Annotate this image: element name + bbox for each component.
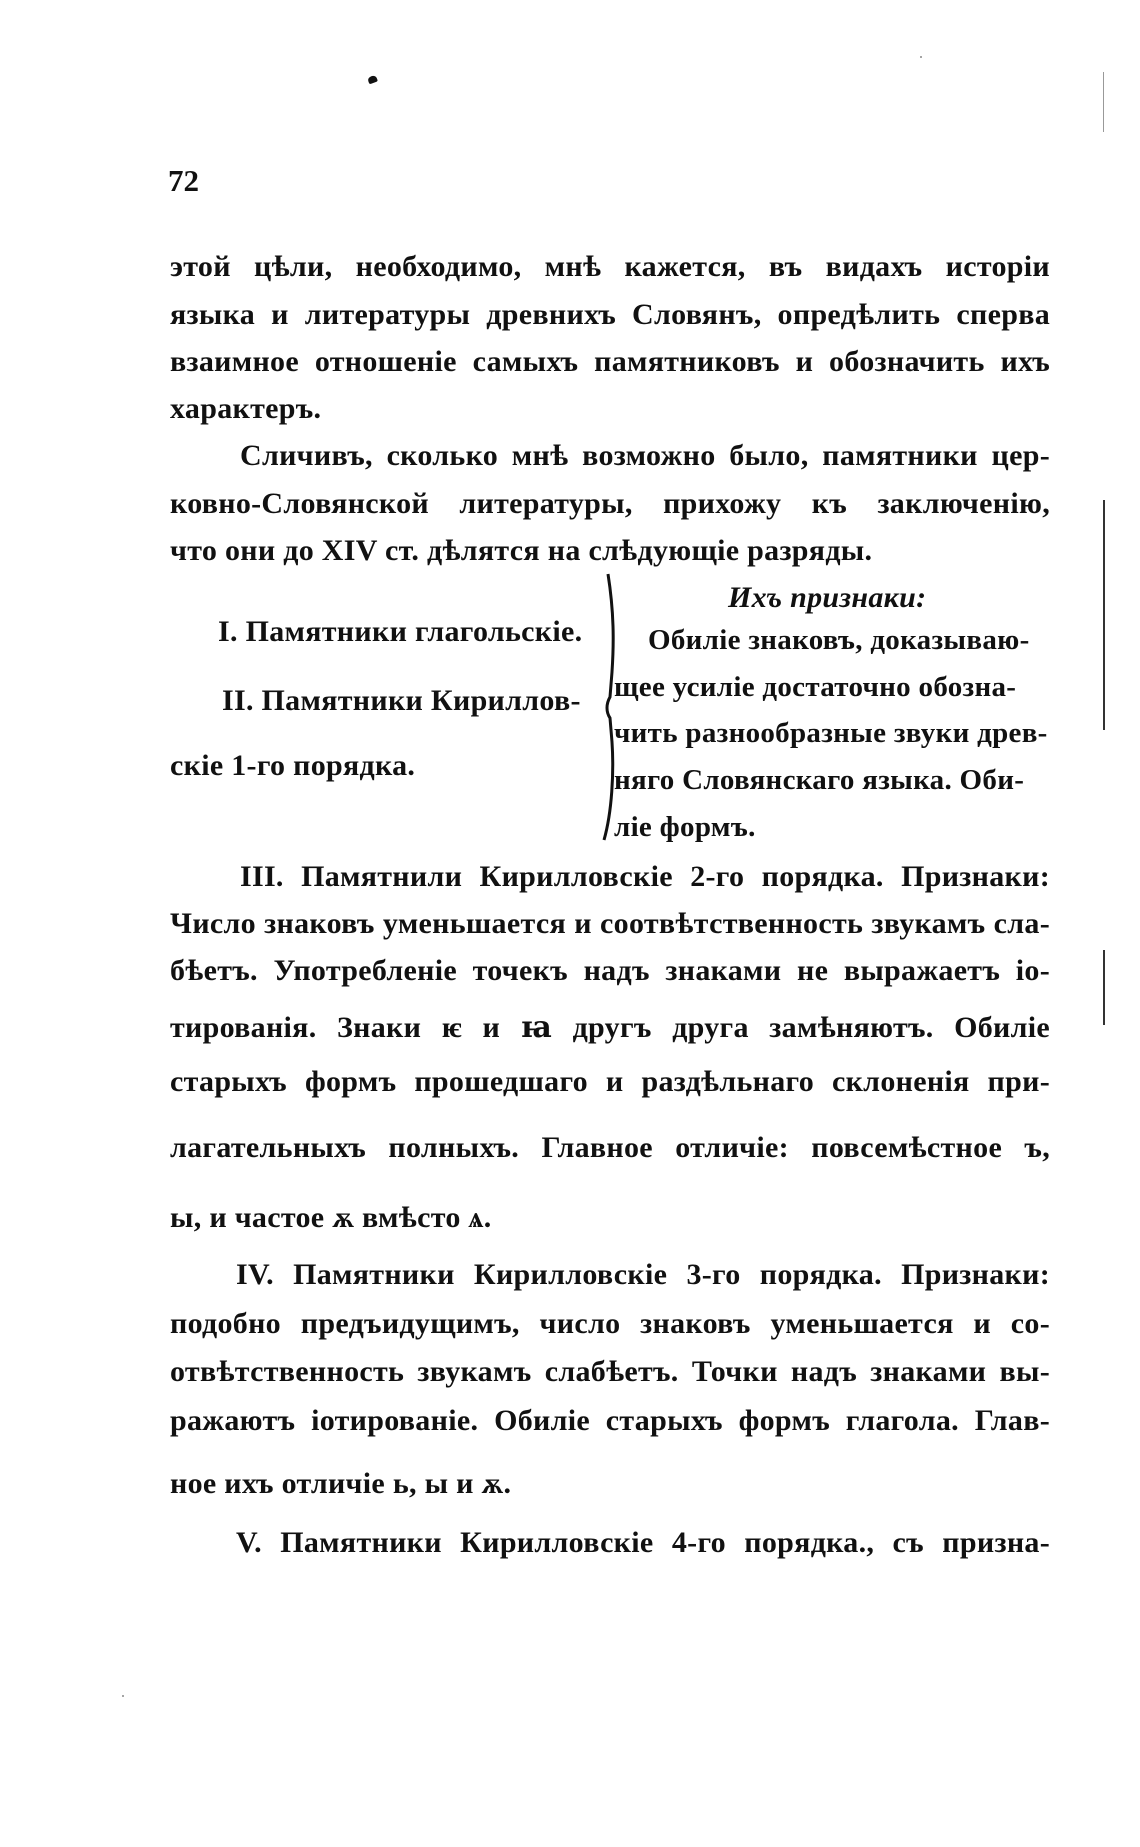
- text-line: ковно-Словянской литературы, прихожу къ заключенію,: [170, 487, 1050, 520]
- text-line: IV. Памятники Кирилловскіе 3-го порядка. Признаки:: [236, 1258, 1050, 1291]
- text-line: взаимное отношеніе самыхъ памятниковъ и обозначить ихъ: [170, 345, 1050, 378]
- text-line: старыхъ формъ прошедшаго и раздѣльнаго склоненія при-: [170, 1065, 1050, 1098]
- text-line: языка и литературы древнихъ Словянъ, опредѣлить сперва: [170, 298, 1050, 331]
- text-line: Сличивъ, сколько мнѣ возможно было, памятники цер-: [240, 439, 1050, 472]
- ink-mark: [367, 75, 378, 85]
- feature-line: ліе формъ.: [614, 811, 756, 843]
- page-number: 72: [168, 163, 199, 198]
- text-line: что они до XIV ст. дѣлятся на слѣдующіе разряды.: [170, 534, 873, 567]
- text-line: отвѣтственность звукамъ слабѣетъ. Точки надъ знаками вы-: [170, 1355, 1050, 1388]
- speck: [920, 56, 922, 58]
- text-line: V. Памятники Кирилловскіе 4-го порядка., съ призна-: [236, 1526, 1050, 1559]
- feature-line: няго Словянскаго языка. Оби-: [614, 764, 1025, 796]
- text-line: характеръ.: [170, 392, 322, 425]
- feature-line: чить разнообразные звуки древ-: [614, 717, 1048, 749]
- column-header: Ихъ признаки:: [728, 581, 927, 614]
- text-line: подобно предъидущимъ, число знаковъ уменьшается и со-: [170, 1307, 1050, 1340]
- text-line: ное ихъ отличіе ь, ы и ѫ.: [170, 1467, 512, 1500]
- category-item: скіе 1-го порядка.: [170, 749, 416, 782]
- category-item: I. Памятники глагольскіе.: [218, 615, 583, 648]
- text-line: бѣетъ. Употребленіе точекъ надъ знаками не выражаетъ іо-: [170, 954, 1050, 987]
- margin-rule: [1103, 500, 1105, 730]
- feature-line: Обиліе знаковъ, доказываю-: [648, 624, 1030, 656]
- margin-rule: [1103, 72, 1104, 132]
- speck: [122, 1695, 124, 1697]
- text-line: Число знаковъ уменьшается и соотвѣтственность звукамъ сла-: [170, 907, 1050, 940]
- category-item: II. Памятники Кириллов-: [222, 684, 581, 717]
- text-line: лагательныхъ полныхъ. Главное отличіе: повсемѣстное ъ,: [170, 1131, 1050, 1164]
- text-line: тированія. Знаки ѥ и ꙗ другъ друга замѣняютъ. Обиліе: [170, 1011, 1050, 1044]
- text-line: III. Памятнили Кирилловскіе 2-го порядка. Признаки:: [240, 860, 1050, 893]
- margin-rule: [1103, 950, 1105, 1025]
- feature-line: щее усиліе достаточно обозна-: [614, 671, 1017, 703]
- text-line: ражаютъ іотированіе. Обиліе старыхъ формъ глагола. Глав-: [170, 1404, 1050, 1437]
- text-line: ы, и частое ѫ вмѣсто ѧ.: [170, 1201, 492, 1234]
- brace-divider: [602, 572, 628, 842]
- text-line: этой цѣли, необходимо, мнѣ кажется, въ видахъ исторіи: [170, 250, 1050, 283]
